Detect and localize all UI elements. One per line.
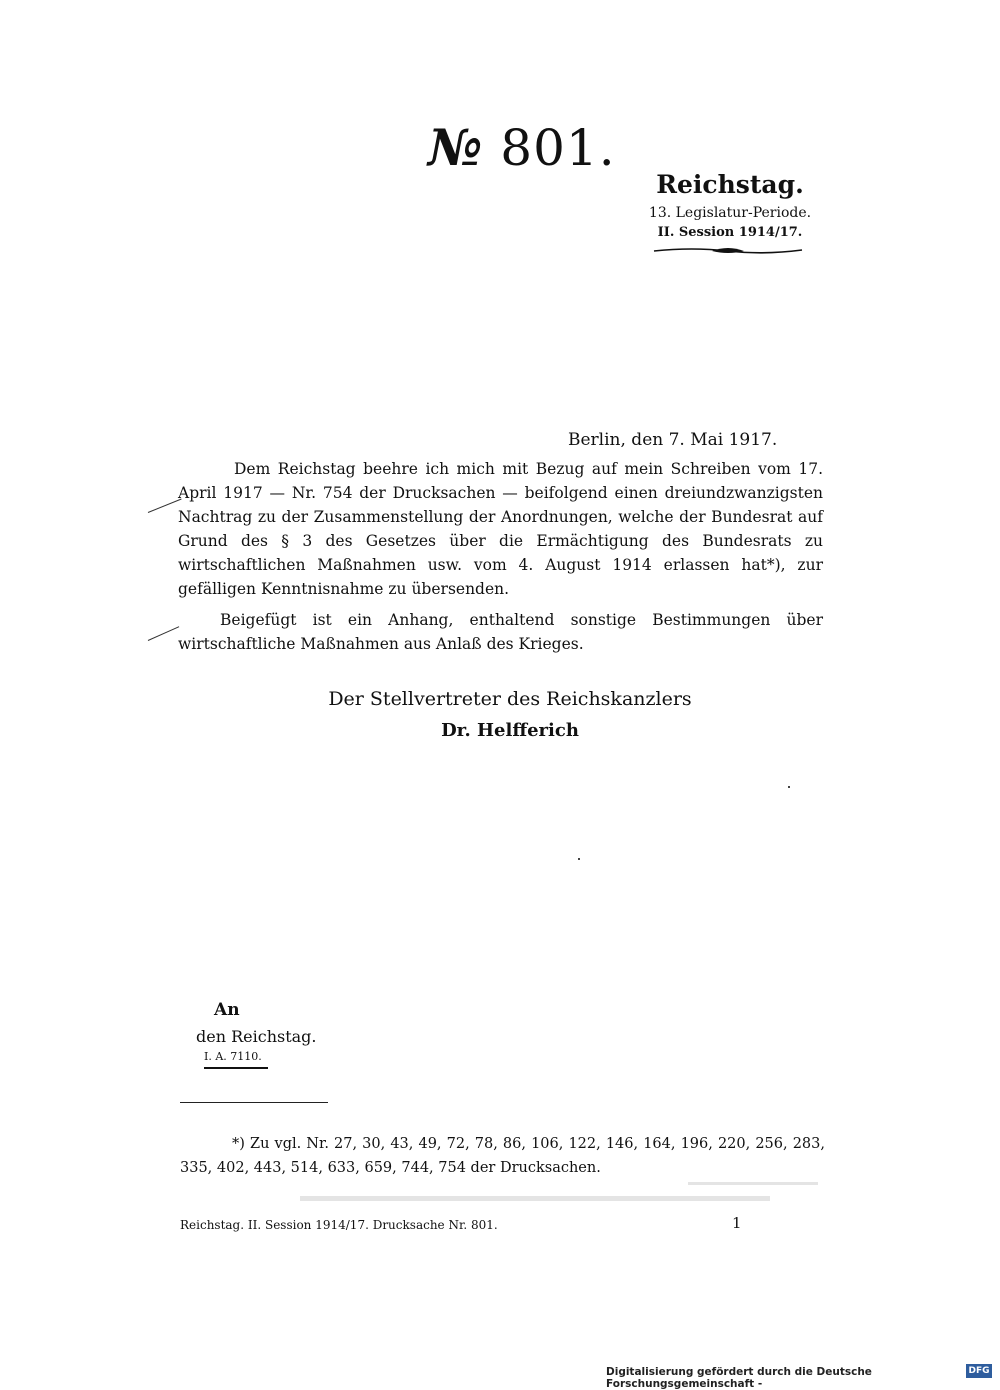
digitization-note: Digitalisierung gefördert durch die Deutsche Forschungsgemeinschaft - — [606, 1366, 872, 1390]
reichstag-heading: Reichstag. — [656, 170, 804, 199]
margin-pencil-mark — [148, 626, 179, 641]
paragraph-main: Dem Reichstag beehre ich mich mit Bezug auf mein Schreiben vom 17. April 1917 — Nr. 754 der Drucksachen — beifolgend einen dreiundzwanzigsten Nachtrag zu der Zusammenstellung der Anordnungen, welche der Bundesrat auf Grund des § 3 des Gesetzes über die Ermächtigung des Bundesrats zu wirtschaftlichen Maßnahmen usw. vom 4. August 1914 erlassen hat*), zur gefälligen Kenntnisnahme zu übersenden. — [178, 460, 823, 598]
legislative-period: 13. Legislatur-Periode. — [648, 205, 812, 221]
bleed-through-mark — [688, 1182, 818, 1185]
paragraph-appendix: Beigefügt ist ein Anhang, enthaltend sonstige Bestimmungen über wirtschaftliche Maßnahmen aus Anlaß des Krieges. — [178, 611, 823, 653]
document-number — [428, 118, 616, 177]
address-an: An — [214, 1000, 240, 1020]
bleed-through-mark — [300, 1196, 770, 1201]
footnote: *) Zu vgl. Nr. 27, 30, 43, 49, 72, 78, 86, 106, 122, 146, 164, 196, 220, 256, 283, 335, 402, 443, 514, 633, 659, 744, 754 der Drucksachen. — [180, 1136, 825, 1176]
reference-underline — [204, 1067, 268, 1069]
number-sign: № — [428, 118, 484, 177]
page-number: 1 — [732, 1214, 742, 1232]
speck — [578, 858, 580, 860]
letter-date: Berlin, den 7. Mai 1917. — [568, 430, 778, 450]
running-footer: Reichstag. II. Session 1914/17. Drucksache Nr. 801. — [180, 1218, 498, 1232]
speck — [788, 786, 790, 788]
decorative-swash — [652, 243, 804, 257]
dfg-logo: DFG — [966, 1364, 992, 1378]
margin-pencil-mark — [148, 499, 182, 513]
address-reference: I. A. 7110. — [204, 1050, 262, 1063]
address-recipient: den Reichstag. — [196, 1027, 317, 1046]
number-value: 801. — [500, 119, 616, 177]
signature-role: Der Stellvertreter des Reichskanzlers — [328, 688, 692, 710]
footnote-rule — [180, 1102, 328, 1103]
session-label: II. Session 1914/17. — [657, 225, 803, 240]
signature-name: Dr. Helfferich — [441, 720, 579, 741]
